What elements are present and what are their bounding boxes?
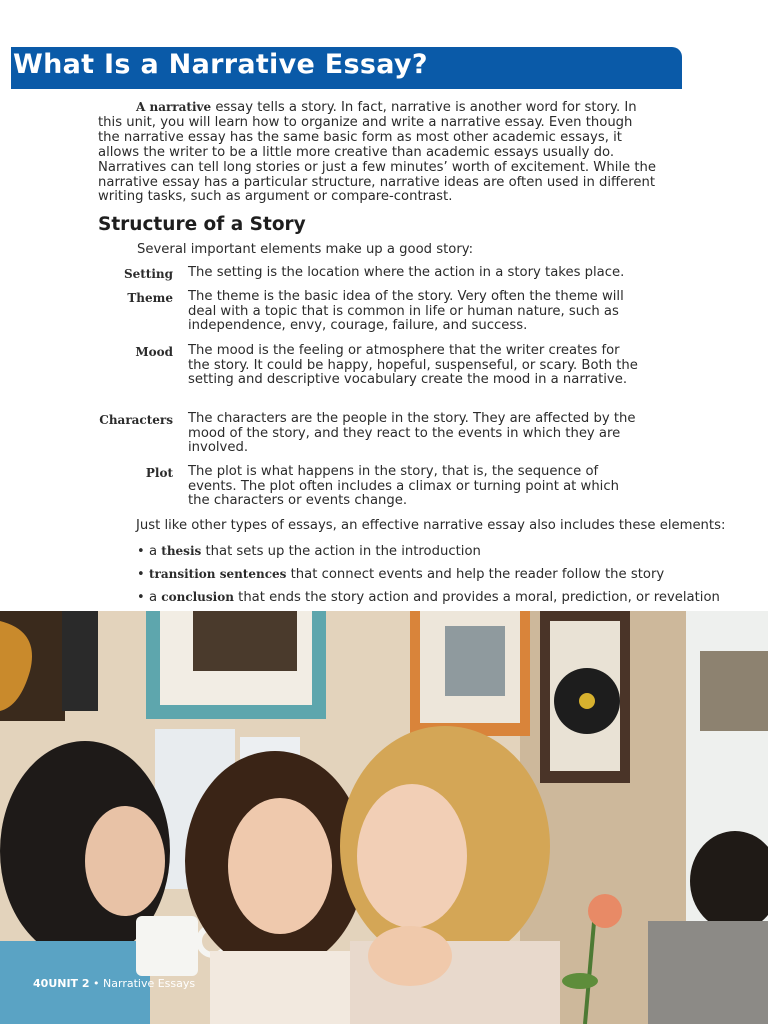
bullet-text: that ends the story action and provides a moral, prediction, or revelation xyxy=(233,590,720,605)
bullet-dot-icon: • xyxy=(137,590,145,605)
element-definition: The theme is the basic idea of the story. Very often the theme will deal with a topic that is common in life or human nature, such as independence, envy, courage, failure, and success. xyxy=(188,289,624,334)
section-heading: Structure of a Story xyxy=(98,214,306,235)
title-banner xyxy=(11,47,682,89)
element-definition: The mood is the feeling or atmosphere that the writer creates for the story. It could be happy, hopeful, suspenseful, or scary. Both the setting and descriptive vocabulary create the mood in a narrative. xyxy=(188,343,638,388)
element-definition: The setting is the location where the action in a story takes place. xyxy=(188,265,625,280)
bullet-keyword: thesis xyxy=(161,544,202,558)
bullet-pre: a xyxy=(149,590,162,605)
page-number: 40 xyxy=(33,977,49,990)
element-term: Theme xyxy=(127,291,173,305)
element-definition: The characters are the people in the story. They are affected by the mood of the story, and they react to the events in which they are involved. xyxy=(188,411,636,456)
element-term: Setting xyxy=(123,267,173,281)
element-definition: The plot is what happens in the story, that is, the sequence of events. The plot often includes a climax or turning point at which the characters or events change. xyxy=(188,464,619,509)
essay-elements-bullets xyxy=(137,544,720,613)
intro-paragraph xyxy=(98,100,658,205)
element-term: Plot xyxy=(145,466,173,480)
page-footer xyxy=(33,977,195,990)
bullet-transition xyxy=(137,567,720,590)
bullet-dot-icon: • xyxy=(137,567,145,582)
bullet-thesis xyxy=(137,544,720,567)
page-title: What Is a Narrative Essay? xyxy=(13,49,428,80)
unit-label: UNIT 2 xyxy=(48,977,90,990)
bullet-text: that connect events and help the reader follow the story xyxy=(286,567,665,582)
bullet-text: that sets up the action in the introduction xyxy=(201,544,481,559)
footer-separator: • xyxy=(89,977,104,990)
bullet-conclusion xyxy=(137,590,720,613)
element-term: Characters xyxy=(99,413,173,427)
bullet-keyword: transition sentences xyxy=(149,567,287,581)
bullet-dot-icon: • xyxy=(137,544,145,559)
bullet-keyword: conclusion xyxy=(161,590,234,604)
element-term: Mood xyxy=(135,345,173,359)
intro-text: essay tells a story. In fact, narrative is another word for story. In this unit, you will learn how to organize and write a narrative essay. Even though the narrative essay has the same basic form as most other academic essays, it allows the writer to be a little more creative than academic essays usually do. Narratives can tell long stories or just a few minutes’ worth of excitement. While the narrative essay has a particular structure, narrative ideas are often used in different writing tasks, such as argument or compare-contrast. xyxy=(98,100,656,205)
intro-lead-term: A narrative xyxy=(136,100,212,114)
photo-illustration xyxy=(0,611,768,1024)
cafe-photograph xyxy=(0,611,768,1024)
footer-topic: Narrative Essays xyxy=(103,977,196,990)
section-intro: Several important elements make up a good story: xyxy=(137,242,474,257)
also-includes-text: Just like other types of essays, an effective narrative essay also includes these elements: xyxy=(136,518,726,533)
bullet-pre: a xyxy=(149,544,162,559)
